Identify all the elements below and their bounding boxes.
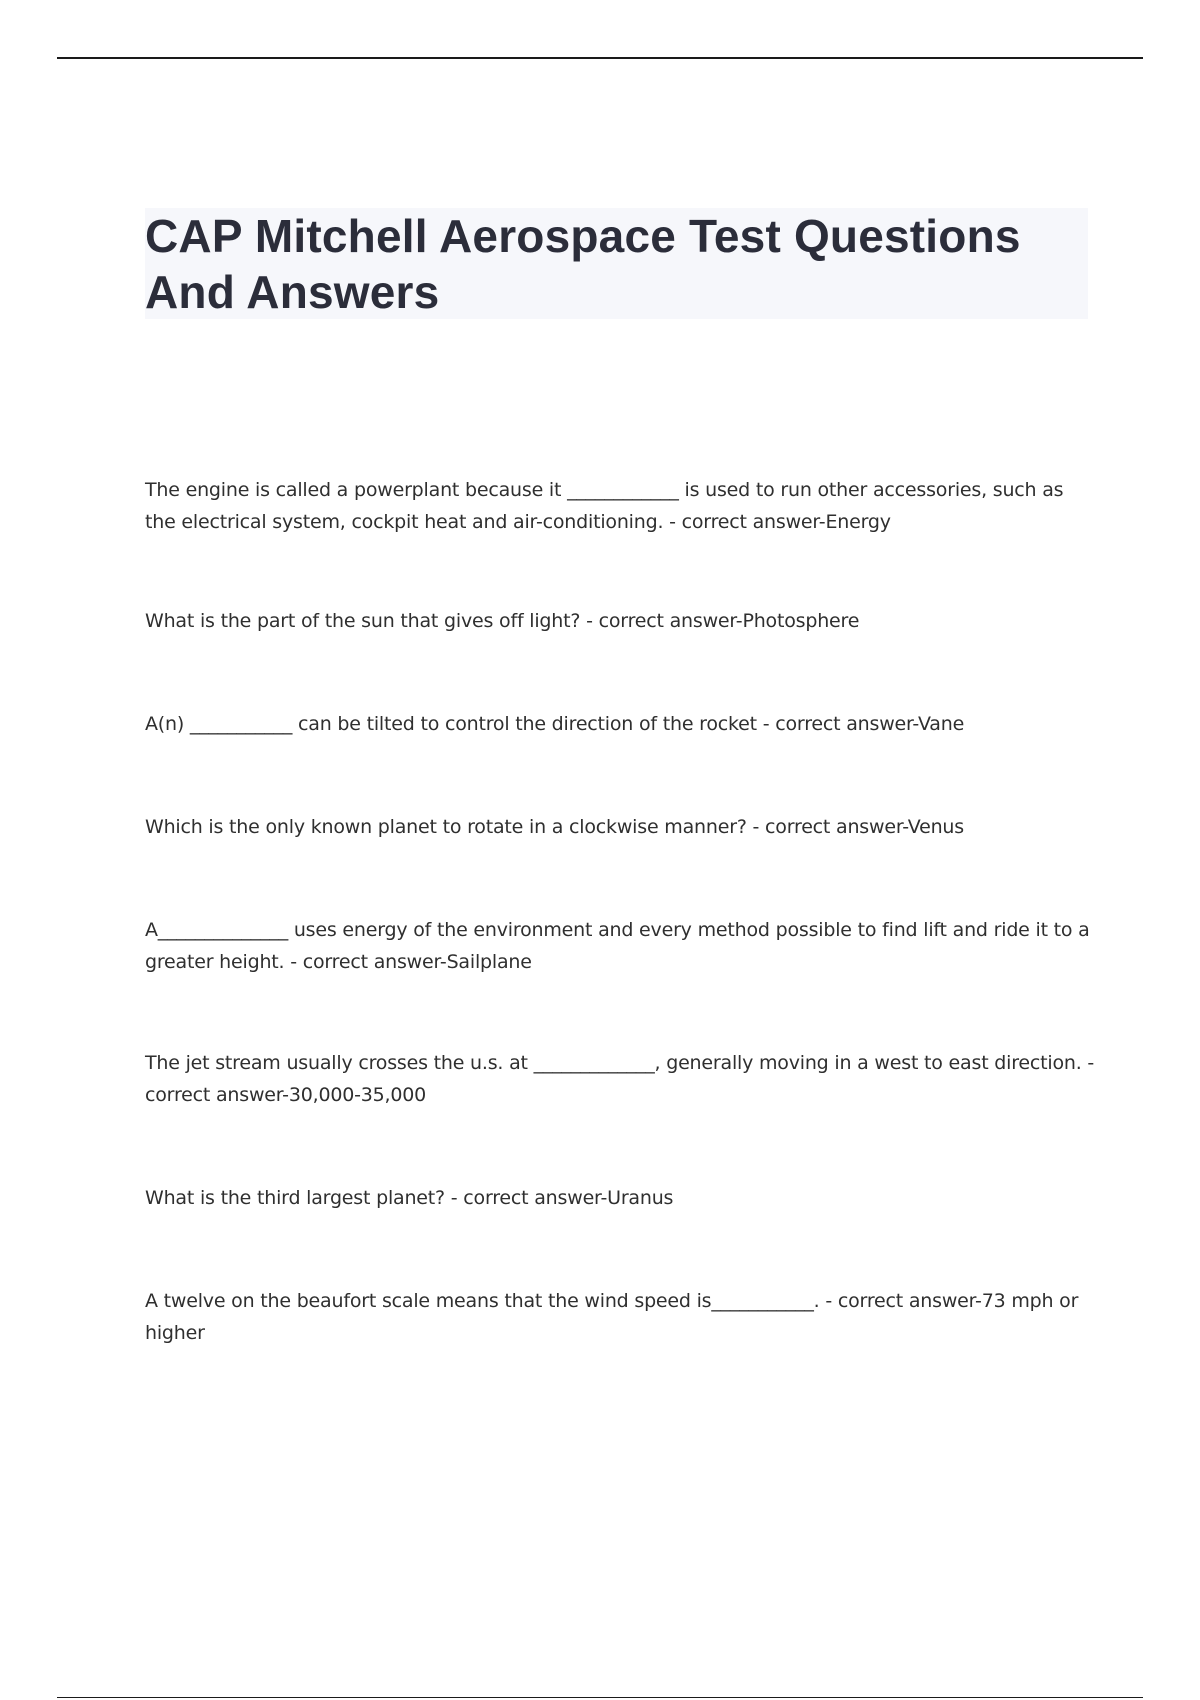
answer-text: 73 mph or higher [145, 1290, 1079, 1344]
qa-item [145, 914, 1095, 978]
qa-item [145, 605, 1095, 637]
top-rule [57, 57, 1143, 59]
answer-text: Energy [825, 511, 891, 533]
answer-separator: - correct answer- [580, 610, 743, 632]
answer-separator: - correct answer- [663, 511, 826, 533]
qa-item [145, 1047, 1095, 1111]
question-text: A______________ uses energy of the environment and every method possible to find lift and ride it to a greater height. [145, 919, 1090, 973]
answer-text: Venus [907, 816, 964, 838]
answer-text: Sailplane [446, 951, 532, 973]
question-text: Which is the only known planet to rotate in a clockwise manner? [145, 816, 747, 838]
question-text: The engine is called a powerplant because it ____________ is used to run other accessories, such as the electrical system, cockpit heat and air-conditioning. [145, 479, 1064, 533]
question-text: The jet stream usually crosses the u.s. at _____________, generally moving in a west to east direction. [145, 1052, 1082, 1074]
qa-item [145, 708, 1095, 740]
qa-item [145, 1182, 1095, 1214]
question-text: A twelve on the beaufort scale means that the wind speed is___________. [145, 1290, 820, 1312]
qa-item [145, 474, 1095, 538]
qa-item [145, 811, 1095, 843]
answer-separator: - correct answer- [756, 713, 918, 735]
answer-separator: - correct answer- [145, 1052, 1095, 1106]
answer-separator: - correct answer- [819, 1290, 982, 1312]
question-text: A(n) ___________ can be tilted to control the direction of the rocket [145, 713, 757, 735]
question-text: What is the part of the sun that gives off light? [145, 610, 581, 632]
answer-text: Uranus [607, 1187, 674, 1209]
answer-text: Photosphere [742, 610, 860, 632]
question-text: What is the third largest planet? [145, 1187, 445, 1209]
qa-item [145, 1285, 1095, 1349]
bottom-rule [57, 1697, 1143, 1698]
answer-separator: - correct answer- [284, 951, 447, 973]
answer-separator: - correct answer- [444, 1187, 608, 1209]
document-title: CAP Mitchell Aerospace Test Questions And Answers [145, 210, 1021, 318]
answer-separator: - correct answer- [746, 816, 908, 838]
answer-text: 30,000-35,000 [288, 1084, 427, 1106]
title-block [145, 208, 1088, 319]
answer-text: Vane [917, 713, 965, 735]
